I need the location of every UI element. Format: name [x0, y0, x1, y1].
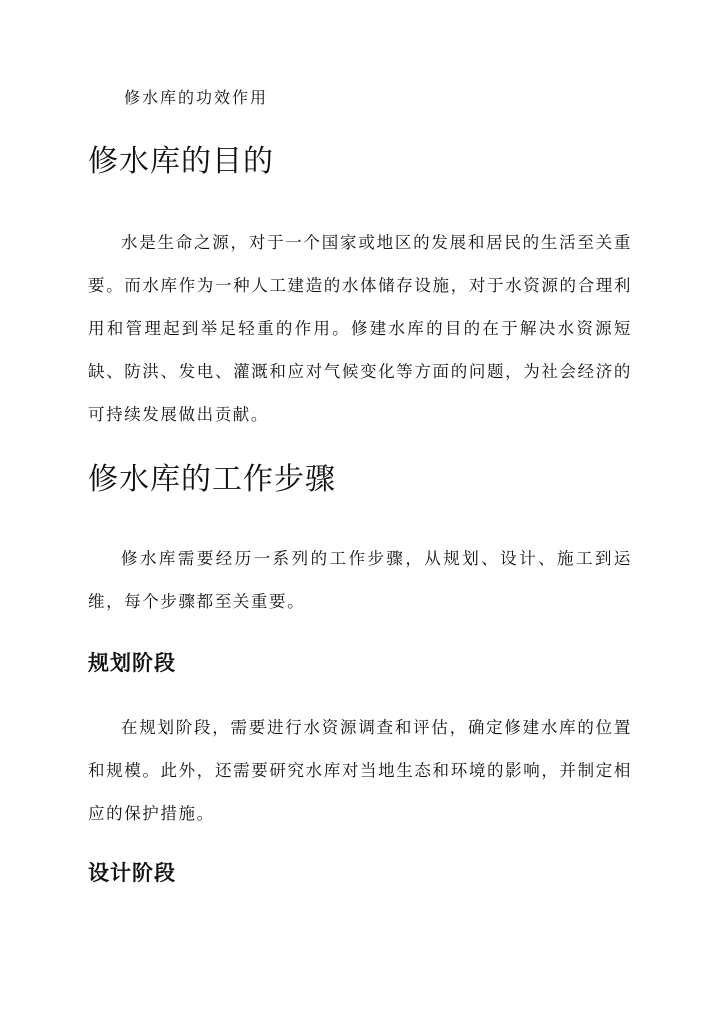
document-subtitle: 修水库的功效作用	[124, 88, 269, 107]
subsection-paragraph-planning: 在规划阶段，需要进行水资源调查和评估，确定修建水库的位置和规模。此外，还需要研究水库对当地生态和环境的影响，并制定相应的保护措施。	[88, 718, 632, 823]
subsection-heading-planning: 规划阶段	[88, 650, 176, 675]
section-heading-purpose: 修水库的目的	[88, 144, 274, 179]
subsection-heading-design: 设计阶段	[88, 860, 176, 885]
section-heading-work-steps: 修水库的工作步骤	[88, 462, 336, 497]
section-paragraph-work-steps: 修水库需要经历一系列的工作步骤，从规划、设计、施工到运维，每个步骤都至关重要。	[88, 549, 632, 611]
section-paragraph-purpose: 水是生命之源，对于一个国家或地区的发展和居民的生活至关重要。而水库作为一种人工建造的水体储存设施，对于水资源的合理利用和管理起到举足轻重的作用。修建水库的目的在于解决水资源短缺、防洪、发电、灌溉和应对气候变化等方面的问题，为社会经济的可持续发展做出贡献。	[88, 233, 632, 424]
